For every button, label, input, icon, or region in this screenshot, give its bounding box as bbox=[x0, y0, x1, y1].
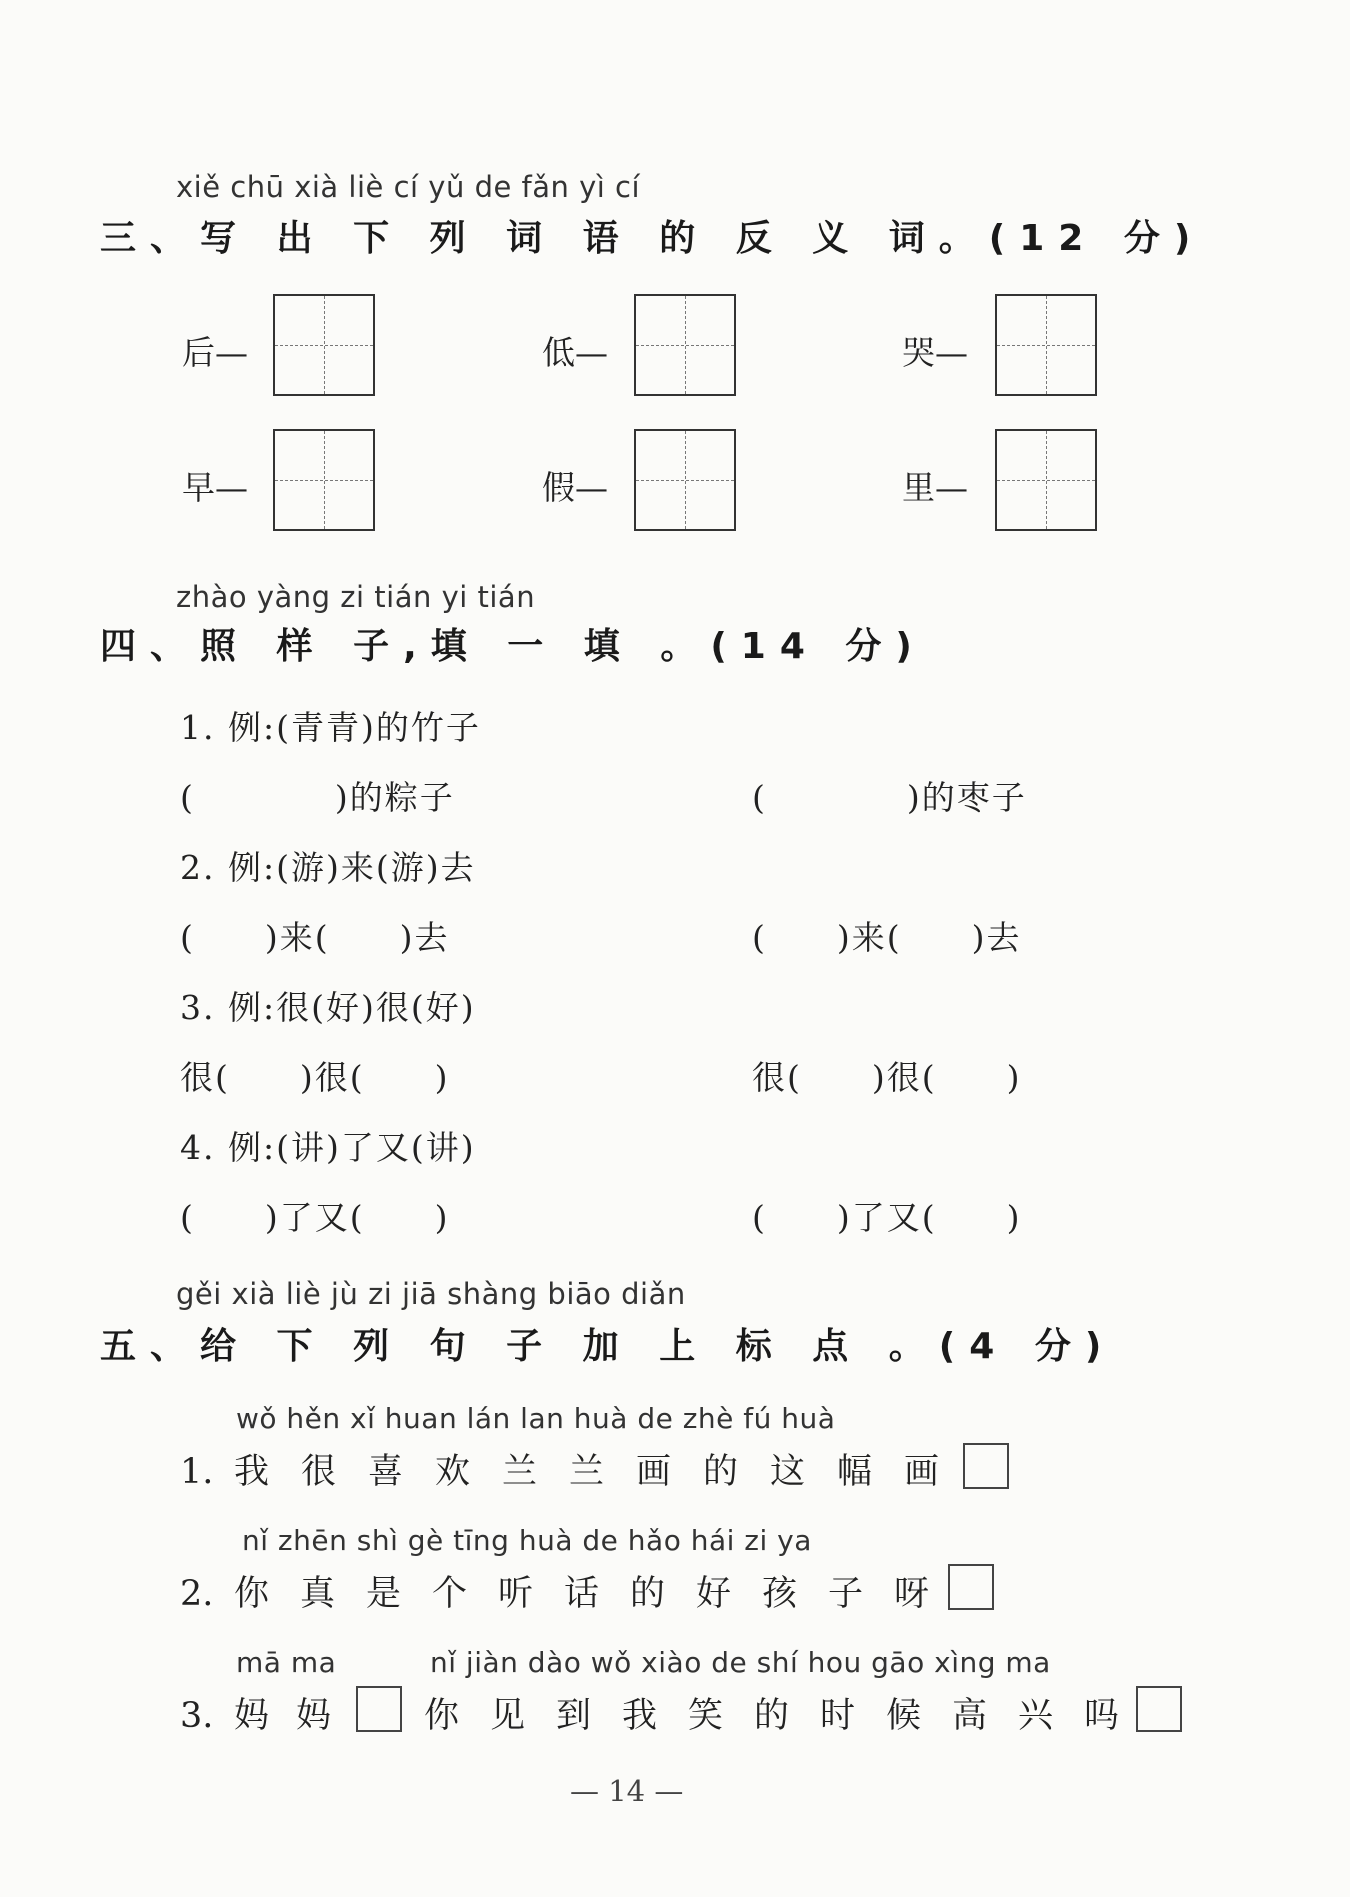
sentence1-char: 幅 bbox=[837, 1452, 873, 1492]
sentence3-char: 笑 bbox=[688, 1696, 724, 1736]
sentence2-char: 你 bbox=[234, 1574, 270, 1614]
page-number: — 14 — bbox=[570, 1774, 684, 1808]
section3-pinyin: xiě chū xià liè cí yǔ de fǎn yì cí bbox=[176, 170, 641, 204]
sentence1-char: 这 bbox=[770, 1452, 806, 1492]
sentence3-number: 3. bbox=[180, 1696, 214, 1736]
blank-2a[interactable]: ( )来( )去 bbox=[180, 918, 450, 957]
sentence-1 bbox=[180, 1444, 971, 1494]
sentence3-char: 妈 bbox=[234, 1696, 270, 1736]
section3-title: 三、写 出 下 列 词 语 的 反 义 词。(12 分) bbox=[100, 218, 1205, 259]
antonym-writing-box-4[interactable] bbox=[273, 429, 375, 531]
sentence2-char: 好 bbox=[696, 1574, 732, 1614]
sentence3-char: 你 bbox=[424, 1696, 460, 1736]
sentence3-char: 候 bbox=[886, 1696, 922, 1736]
sentence-3a bbox=[180, 1688, 358, 1738]
sentence3-char: 高 bbox=[952, 1696, 988, 1736]
antonym-label-di: 低— bbox=[542, 333, 608, 372]
sentence3-char: 的 bbox=[754, 1696, 790, 1736]
punctuation-box-3b[interactable] bbox=[1136, 1686, 1182, 1732]
example-2: 2. 例:(游)来(游)去 bbox=[180, 848, 476, 887]
antonym-writing-box-3[interactable] bbox=[995, 294, 1097, 396]
sentence2-char: 话 bbox=[564, 1574, 600, 1614]
sentence1-char: 画 bbox=[904, 1452, 940, 1492]
sentence2-char: 孩 bbox=[762, 1574, 798, 1614]
antonym-label-ku: 哭— bbox=[902, 333, 968, 372]
sentence1-char: 我 bbox=[234, 1452, 270, 1492]
sentence1-char: 兰 bbox=[569, 1452, 605, 1492]
antonym-writing-box-2[interactable] bbox=[634, 294, 736, 396]
section5-pinyin: gěi xià liè jù zi jiā shàng biāo diǎn bbox=[176, 1277, 686, 1311]
sentence-3b bbox=[424, 1688, 1150, 1738]
sentence1-pinyin: wǒ hěn xǐ huan lán lan huà de zhè fú huà bbox=[236, 1402, 836, 1435]
sentence-2 bbox=[180, 1566, 960, 1616]
sentence2-number: 2. bbox=[180, 1574, 214, 1614]
sentence1-char: 画 bbox=[636, 1452, 672, 1492]
example-1: 1. 例:(青青)的竹子 bbox=[180, 708, 481, 747]
sentence3-char: 到 bbox=[556, 1696, 592, 1736]
sentence2-char: 的 bbox=[630, 1574, 666, 1614]
sentence1-number: 1. bbox=[180, 1452, 214, 1492]
sentence3-char: 我 bbox=[622, 1696, 658, 1736]
sentence2-char: 呀 bbox=[894, 1574, 930, 1614]
section5-title: 五、给 下 列 句 子 加 上 标 点 。(4 分) bbox=[100, 1326, 1116, 1367]
sentence3-char: 见 bbox=[490, 1696, 526, 1736]
sentence2-char: 是 bbox=[366, 1574, 402, 1614]
sentence3-char: 吗 bbox=[1084, 1696, 1120, 1736]
sentence1-char: 的 bbox=[703, 1452, 739, 1492]
sentence3-char: 妈 bbox=[296, 1696, 332, 1736]
punctuation-box-1[interactable] bbox=[963, 1443, 1009, 1489]
sentence2-char: 个 bbox=[432, 1574, 468, 1614]
sentence1-char: 欢 bbox=[435, 1452, 471, 1492]
blank-1b[interactable]: ( )的枣子 bbox=[752, 778, 1027, 817]
sentence2-char: 子 bbox=[828, 1574, 864, 1614]
antonym-label-zao: 早— bbox=[182, 468, 248, 507]
sentence3-char: 时 bbox=[820, 1696, 856, 1736]
antonym-label-hou: 后— bbox=[182, 333, 248, 372]
sentence1-char: 很 bbox=[301, 1452, 337, 1492]
punctuation-box-2[interactable] bbox=[948, 1564, 994, 1610]
antonym-label-li: 里— bbox=[902, 468, 968, 507]
antonym-writing-box-5[interactable] bbox=[634, 429, 736, 531]
sentence3-pinyin-a: mā ma bbox=[236, 1646, 337, 1679]
sentence3-char: 兴 bbox=[1018, 1696, 1054, 1736]
blank-2b[interactable]: ( )来( )去 bbox=[752, 918, 1022, 957]
blank-3a[interactable]: 很( )很( ) bbox=[180, 1058, 450, 1097]
antonym-writing-box-6[interactable] bbox=[995, 429, 1097, 531]
sentence2-char: 真 bbox=[300, 1574, 336, 1614]
section4-title: 四、照 样 子,填 一 填 。(14 分) bbox=[100, 626, 926, 667]
antonym-label-jia: 假— bbox=[542, 468, 608, 507]
sentence1-char: 兰 bbox=[502, 1452, 538, 1492]
example-3: 3. 例:很(好)很(好) bbox=[180, 988, 476, 1027]
punctuation-box-3a[interactable] bbox=[356, 1686, 402, 1732]
sentence1-char: 喜 bbox=[368, 1452, 404, 1492]
section4-pinyin: zhào yàng zi tián yi tián bbox=[176, 580, 536, 614]
example-4: 4. 例:(讲)了又(讲) bbox=[180, 1128, 476, 1167]
sentence2-char: 听 bbox=[498, 1574, 534, 1614]
blank-1a[interactable]: ( )的粽子 bbox=[180, 778, 455, 817]
sentence2-pinyin: nǐ zhēn shì gè tīng huà de hǎo hái zi ya bbox=[242, 1524, 812, 1557]
blank-3b[interactable]: 很( )很( ) bbox=[752, 1058, 1022, 1097]
blank-4b[interactable]: ( )了又( ) bbox=[752, 1198, 1022, 1237]
sentence3-pinyin-b: nǐ jiàn dào wǒ xiào de shí hou gāo xìng ma bbox=[430, 1646, 1051, 1679]
antonym-writing-box-1[interactable] bbox=[273, 294, 375, 396]
blank-4a[interactable]: ( )了又( ) bbox=[180, 1198, 450, 1237]
